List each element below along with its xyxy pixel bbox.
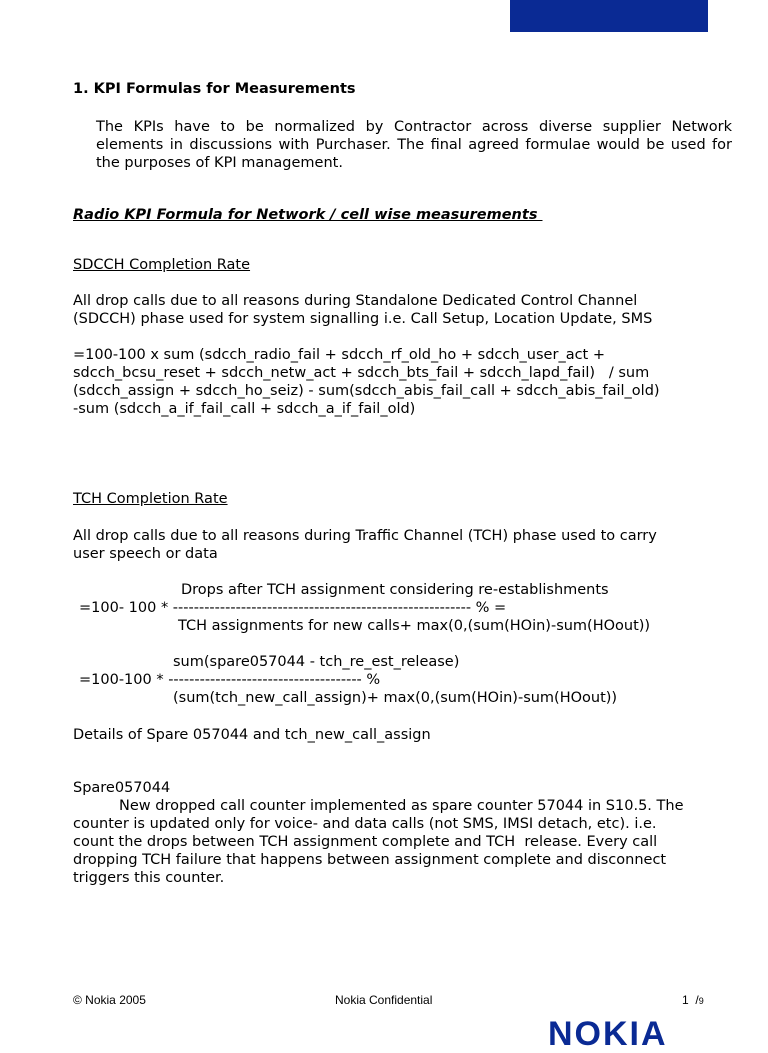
tch-formula2-numerator: sum(spare057044 - tch_re_est_release) [173,654,460,670]
tch-description-line: user speech or data [73,546,218,562]
tch-formula2-divider: =100-100 * ------------------------------------- % [79,672,381,688]
tch-formula1-denominator: TCH assignments for new calls+ max(0,(sum(HOin)-sum(HOout)) [178,618,651,634]
footer-page-total: 9 [698,996,704,1006]
spare-description-line: dropping TCH failure that happens between assignment complete and disconnect [73,852,667,868]
nokia-logo: NOKIA [548,1015,668,1053]
spare-title: Spare057044 [73,780,171,796]
footer-page-number [682,993,704,1007]
tch-formula2-denominator: (sum(tch_new_call_assign)+ max(0,(sum(HOin)-sum(HOout)) [173,690,618,706]
sdcch-description-line: All drop calls due to all reasons during Standalone Dedicated Control Channel [73,293,638,309]
spare-description-line: triggers this counter. [73,870,225,886]
sdcch-heading: SDCCH Completion Rate [73,257,251,273]
footer-page-current: 1 / [682,993,699,1007]
section-title: 1. KPI Formulas for Measurements [73,81,356,97]
tch-formula1-divider: =100- 100 * --------------------------------------------------------- % = [79,600,507,616]
intro-paragraph: The KPIs have to be normalized by Contractor across diverse supplier Network elements in discussions with Purchaser. The final agreed formulae would be used for the purposes of KPI management. [96,119,732,171]
spare-description-line: count the drops between TCH assignment complete and TCH release. Every call [73,834,658,850]
tch-details-text: Details of Spare 057044 and tch_new_call_assign [73,727,431,743]
tch-heading: TCH Completion Rate [73,491,228,507]
footer-confidential: Nokia Confidential [335,993,433,1007]
tch-description-line: All drop calls due to all reasons during Traffic Channel (TCH) phase used to carry [73,528,657,544]
sdcch-formula-line: -sum (sdcch_a_if_fail_call + sdcch_a_if_fail_old) [73,401,416,417]
sdcch-formula-line: (sdcch_assign + sdcch_ho_seiz) - sum(sdcch_abis_fail_call + sdcch_abis_fail_old) [73,383,660,399]
radio-kpi-heading: Radio KPI Formula for Network / cell wise measurements [73,207,543,223]
spare-description-line: New dropped call counter implemented as spare counter 57044 in S10.5. The [119,798,684,814]
footer-copyright: © Nokia 2005 [73,993,146,1007]
sdcch-formula-line: sdcch_bcsu_reset + sdcch_netw_act + sdcch_bts_fail + sdcch_lapd_fail) / sum [73,365,650,381]
spare-description-line: counter is updated only for voice- and data calls (not SMS, IMSI detach, etc). i.e. [73,816,657,832]
sdcch-formula-line: =100-100 x sum (sdcch_radio_fail + sdcch_rf_old_ho + sdcch_user_act + [73,347,605,363]
header-brand-bar [510,0,708,32]
tch-formula1-numerator: Drops after TCH assignment considering re-establishments [181,582,609,598]
sdcch-description-line: (SDCCH) phase used for system signalling i.e. Call Setup, Location Update, SMS [73,311,653,327]
